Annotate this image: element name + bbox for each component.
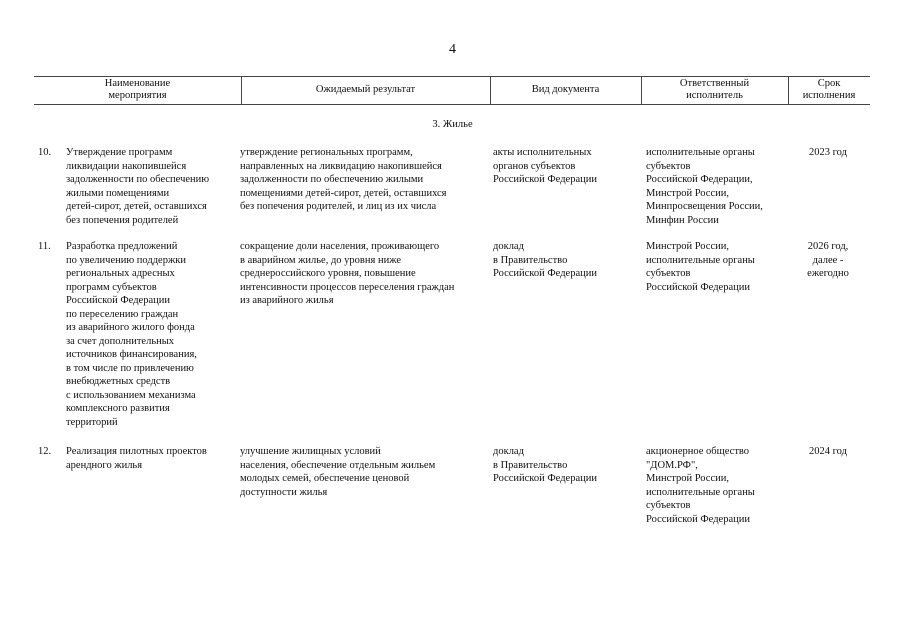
row-number: 11. [38, 241, 51, 252]
row-number: 12. [38, 446, 52, 457]
row-term: 2026 год, далее - ежегодно [807, 241, 849, 279]
row-measure-name: Разработка предложений по увеличению поддержки региональных адресных программ субъектов Российской Федерации по переселению граждан из аварийного жилого фонда за счет дополнительных источников финансирования, в том числе по привлечению внебюджетных средств с использованием механизма комплексного развития территорий [66, 241, 197, 428]
row-document-type: акты исполнительных органов субъектов Российской Федерации [493, 147, 597, 185]
table-header-bottom-rule [34, 104, 870, 105]
row-document-type: доклад в Правительство Российской Федерации [493, 241, 597, 279]
row-expected-result: утверждение региональных программ, направленных на ликвидацию накопившейся задолженности по обеспечению жилыми помещениями детей-сирот, детей, оставшихся без попечения родителей, и лиц из их числа [240, 147, 447, 212]
header-responsible: Ответственный исполнитель [679, 78, 750, 101]
header-doc-type: Вид документа [531, 84, 600, 95]
row-measure-name: Утверждение программ ликвидации накопившейся задолженности по обеспечению жилыми помещениями детей-сирот, детей, оставшихся без попечения родителей [66, 147, 210, 226]
row-term: 2024 год [809, 446, 847, 457]
row-number: 10. [38, 147, 52, 158]
row-expected-result: улучшение жилищных условий населения, обеспечение отдельным жильем молодых семей, обеспечение ценовой доступности жилья [240, 446, 436, 498]
row-expected-result: сокращение доли населения, проживающего в аварийном жилье, до уровня ниже среднероссийского уровня, повышение интенсивности процессов переселения граждан из аварийного жилья [240, 241, 455, 306]
row-term: 2023 год [809, 147, 847, 158]
row-responsible: акционерное общество "ДОМ.РФ", Минстрой России, исполнительные органы субъектов Российской Федерации [646, 446, 755, 525]
header-result: Ожидаемый результат [315, 84, 416, 95]
row-responsible: исполнительные органы субъектов Российской Федерации, Минстрой России, Минпросвещения России, Минфин России [646, 147, 763, 226]
section-title: 3. Жилье [432, 119, 473, 130]
row-document-type: доклад в Правительство Российской Федерации [493, 446, 597, 484]
row-measure-name: Реализация пилотных проектов арендного жилья [66, 446, 207, 471]
header-term: Срок исполнения [802, 78, 856, 101]
header-name: Наименование мероприятия [104, 78, 171, 101]
page-number: 4 [449, 42, 456, 57]
row-responsible: Минстрой России, исполнительные органы субъектов Российской Федерации [646, 241, 755, 293]
